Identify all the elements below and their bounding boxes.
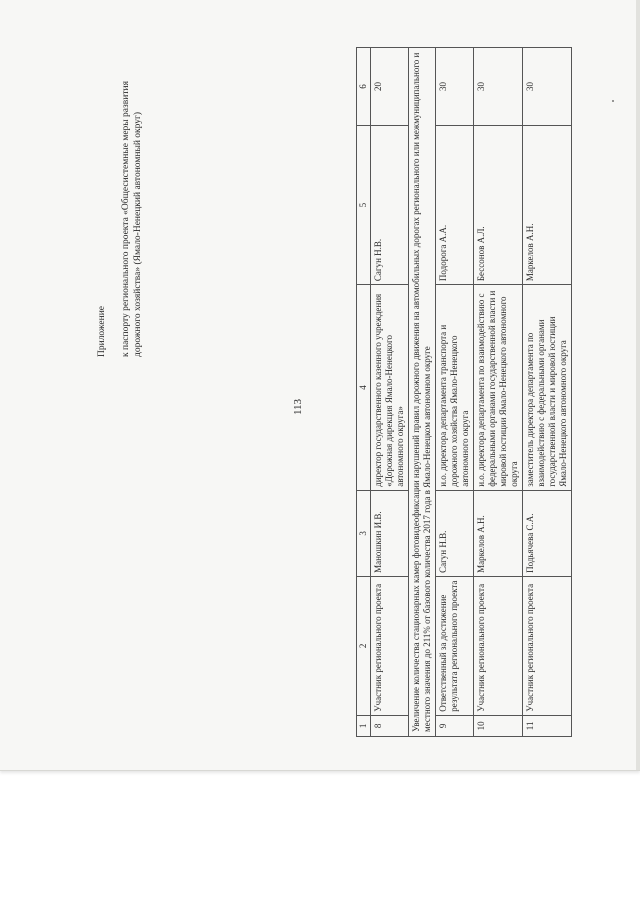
appendix-block xyxy=(96,57,144,357)
appendix-title: Приложение xyxy=(97,306,107,357)
supervisor-cell: Маркелов А.Н. xyxy=(523,126,572,285)
table-row xyxy=(371,48,409,737)
role-cell: Ответственный за достижение результата регионального проекта xyxy=(436,576,474,715)
supervisor-cell: Бессонов А.Л. xyxy=(474,126,523,285)
person-cell: Сагун Н.В. xyxy=(436,490,474,576)
row-number: 10 xyxy=(474,715,523,736)
person-cell: Подьячева С.А. xyxy=(523,490,572,576)
header-cell: 2 xyxy=(357,576,371,715)
load-cell: 20 xyxy=(371,48,409,126)
table-row xyxy=(474,48,523,737)
row-number: 9 xyxy=(436,715,474,736)
header-cell: 4 xyxy=(357,285,371,491)
page-number: 113 xyxy=(292,398,304,416)
position-cell: и.о. директора департамента по взаимодействию с федеральными органами государственной власти и мировой юстиции Ямало-Ненецкого автономного округа xyxy=(474,285,523,491)
role-cell: Участник регионального проекта xyxy=(474,576,523,715)
supervisor-cell: Подорога А.А. xyxy=(436,126,474,285)
position-cell: заместитель директора департамента по взаимодействию с федеральными органами государственной власти и мировой юстиции Ямало-Ненецкого автономного округа xyxy=(523,285,572,491)
person-cell: Маркелов А.Н. xyxy=(474,490,523,576)
position-cell: и.о. директора департамента транспорта и дорожного хозяйства Ямало-Ненецкого автономного округа xyxy=(436,285,474,491)
person-cell: Маношкин И.В. xyxy=(371,490,409,576)
load-cell: 30 xyxy=(436,48,474,126)
project-participants-table xyxy=(356,47,572,737)
rotated-document-page xyxy=(80,47,568,737)
role-cell: Участник регионального проекта xyxy=(523,576,572,715)
scan-speck xyxy=(612,100,614,102)
load-cell: 30 xyxy=(523,48,572,126)
section-row xyxy=(409,48,436,737)
scan-edge xyxy=(636,0,640,770)
header-cell: 1 xyxy=(357,715,371,736)
table-row xyxy=(523,48,572,737)
header-cell: 5 xyxy=(357,126,371,285)
header-cell: 6 xyxy=(357,48,371,126)
section-title: Увеличение количества стационарных камер фотовидеофиксации нарушений правил дорожного движения на автомобильных дорогах регионального или межмуниципального и местного значения до 211% от базового количества 2017 года в Ямало-Ненецком автономном округе xyxy=(409,48,436,737)
row-number: 8 xyxy=(371,715,409,736)
load-cell: 30 xyxy=(474,48,523,126)
table-header-row xyxy=(357,48,371,737)
table-row xyxy=(436,48,474,737)
position-cell: директор государственного казенного учреждения «Дорожная дирекция Ямало-Ненецкого автономного округа» xyxy=(371,285,409,491)
supervisor-cell: Сагун Н.В. xyxy=(371,126,409,285)
role-cell: Участник регионального проекта xyxy=(371,576,409,715)
appendix-text: к паспорту регионального проекта «Общесистемные меры развития дорожного хозяйства» (Ямало-Ненецкий автономный округ) xyxy=(121,81,143,357)
row-number: 11 xyxy=(523,715,572,736)
header-cell: 3 xyxy=(357,490,371,576)
